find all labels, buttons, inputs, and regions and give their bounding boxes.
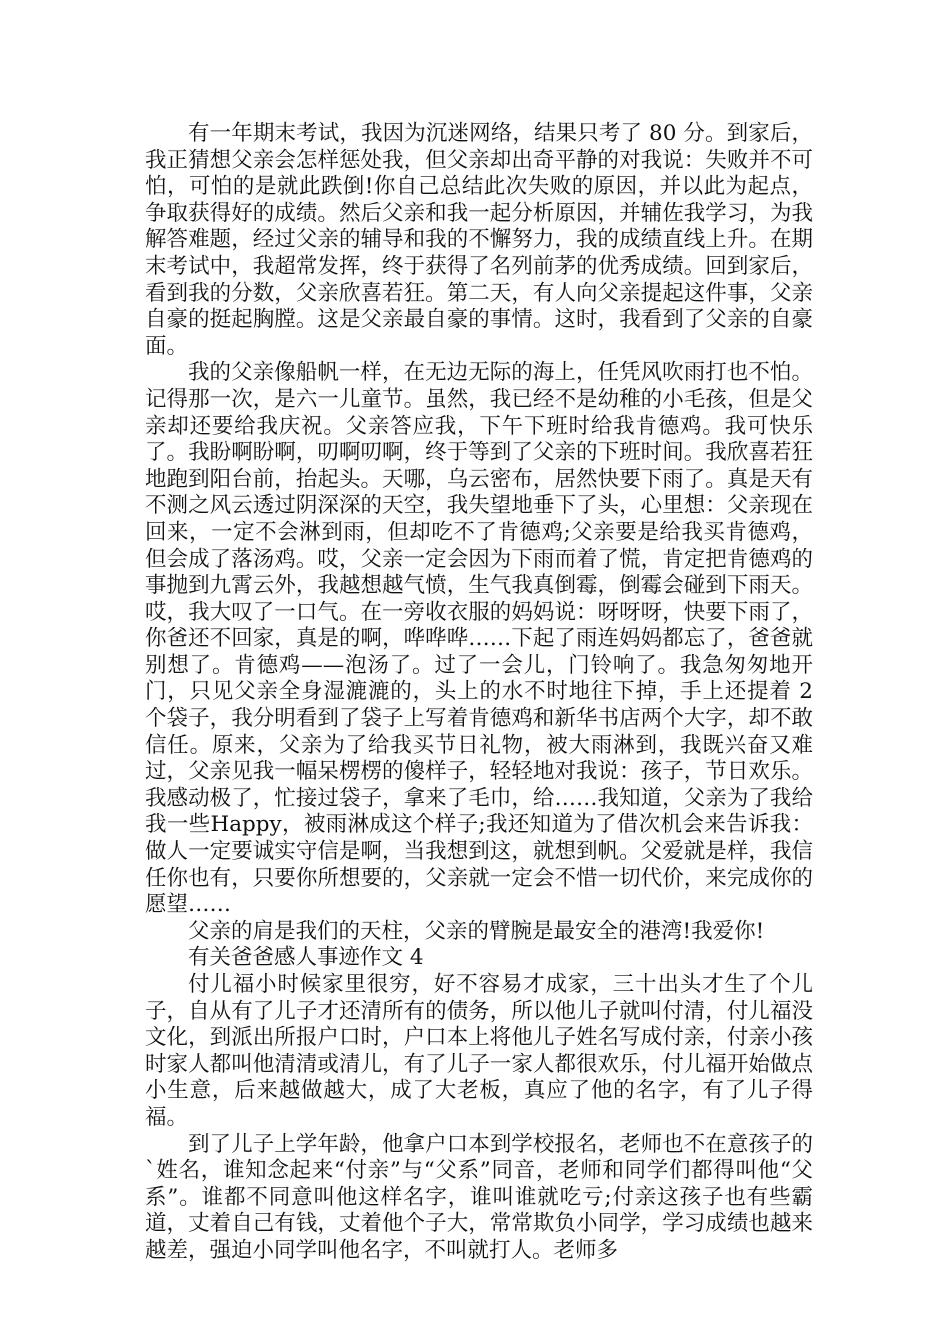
paragraph-school-enrollment: 到了儿子上学年龄，他拿户口本到学校报名，老师也不在意孩子的`姓名，谁知念起来“付亲”与“父系”同音，老师和同学们都得叫他“父系”。谁都不同意叫他这样名字，谁叫谁就吃亏;付亲这孩子也有些霸道，丈着自己有钱，丈着他个子大，常常欺负小同学，学习成绩也越来越差，强迫小同学叫他名字，不叫就打人。老师多 — [145, 1131, 813, 1263]
paragraph-exam-story: 有一年期末考试，我因为沉迷网络，结果只考了 80 分。到家后，我正猜想父亲会怎样惩处我，但父亲却出奇平静的对我说：失败并不可怕，可怕的是就此跌倒!你自己总结此次失败的原因，并以此为起点，争取获得好的成绩。然后父亲和我一起分析原因，并辅佐我学习，为我解答难题，经过父亲的辅导和我的不懈努力，我的成绩直线上升。在期末考试中，我超常发挥，终于获得了名列前茅的优秀成绩。回到家后，看到我的分数，父亲欣喜若狂。第二天，有人向父亲提起这件事，父亲自豪的挺起胸膛。这是父亲最自豪的事情。这时，我看到了父亲的自豪面。 — [145, 121, 813, 359]
paragraph-father-shoulder: 父亲的肩是我们的天柱，父亲的臂腕是最安全的港湾!我爱你! — [188, 918, 765, 944]
paragraph-fu-erfu: 付儿福小时候家里很穷，好不容易才成家，三十出头才生了个儿子，自从有了儿子才还清所有的债务，所以他儿子就叫付清，付儿福没文化，到派出所报户口时，户口本上将他儿子姓名写成付亲，付亲小孩时家人都叫他清清或清儿，有了儿子一家人都很欢乐，付儿福开始做点小生意，后来越做越大，成了大老板，真应了他的名字，有了儿子得福。 — [145, 972, 813, 1130]
paragraph-sail-story: 我的父亲像船帆一样，在无边无际的海上，任凭风吹雨打也不怕。记得那一次，是六一儿童节。虽然，我已经不是幼稚的小毛孩，但是父亲却还要给我庆祝。父亲答应我，下午下班时给我肯德鸡。我可快乐了。我盼啊盼啊，叨啊叨啊，终于等到了父亲的下班时间。我欣喜若狂地跑到阳台前，抬起头。天哪，乌云密布，居然快要下雨了。真是天有不测之风云透过阴深深的天空，我失望地垂下了头，心里想：父亲现在回来，一定不会淋到雨，但却吃不了肯德鸡;父亲要是给我买肯德鸡，但会成了落汤鸡。哎，父亲一定会因为下雨而着了慌，肯定把肯德鸡的事抛到九霄云外，我越想越气愤，生气我真倒霉，倒霉会碰到下雨天。哎，我大叹了一口气。在一旁收衣服的妈妈说：呀呀呀，快要下雨了，你爸还不回家，真是的啊，哗哗哗……下起了雨连妈妈都忘了，爸爸就别想了。肯德鸡——泡汤了。过了一会儿，门铃响了。我急匆匆地开门，只见父亲全身湿漉漉的，头上的水不时地往下掉，手上还提着 2 个袋子，我分明看到了袋子上写着肯德鸡和新华书店两个大字，却不敢信任。原来，父亲为了给我买节日礼物，被大雨淋到，我既兴奋又难过，父亲见我一幅呆楞楞的傻样子，轻轻地对我说：孩子，节日欢乐。我感动极了，忙接过袋子，拿来了毛巾，给……我知道，父亲为了我给我一些Happy，被雨淋成这个样子;我还知道为了借次机会来告诉我：做人一定要诚实守信是啊，当我想到这，就想到帆。父爱就是样，我信任你也有，只要你所想要的，父亲就一定会不惜一切代价，来完成你的愿望…… — [145, 360, 813, 918]
section-heading: 有关爸爸感人事迹作文 4 — [188, 945, 424, 971]
document-body — [145, 121, 813, 1265]
